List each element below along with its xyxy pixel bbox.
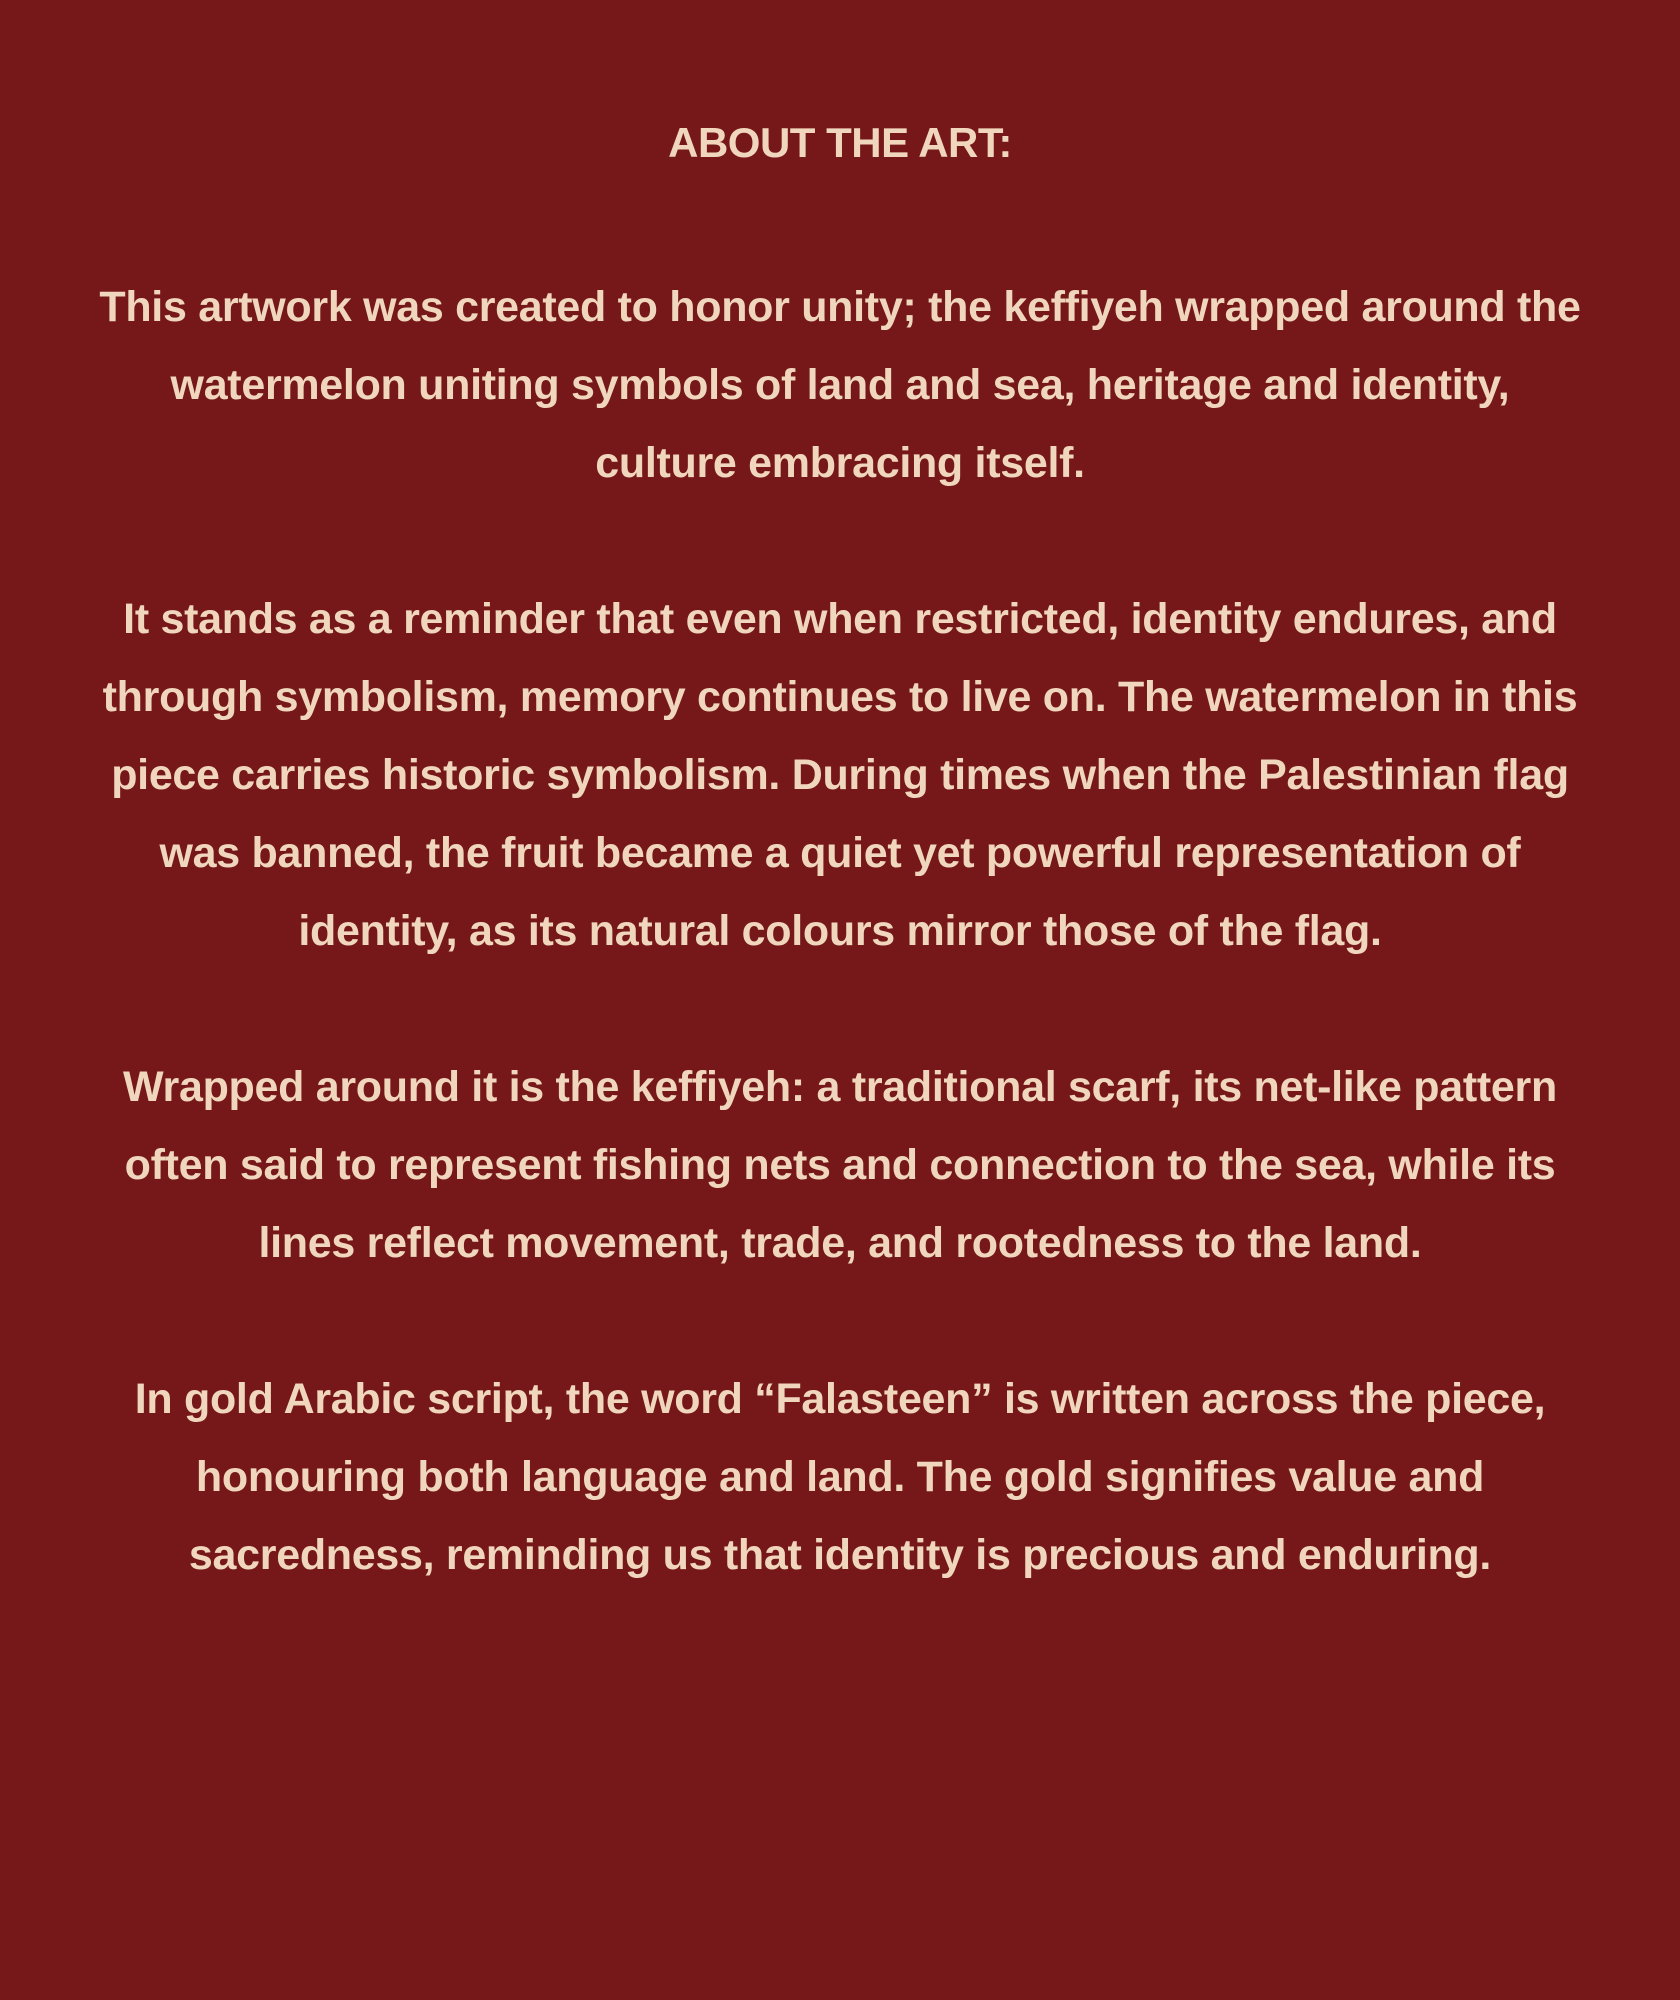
about-art-paragraph-1: This artwork was created to honor unity; the keffiyeh wrapped around the watermelon uniting symbols of land and sea, heritage and identity, culture embracing itself. (99, 283, 1581, 487)
about-art-paragraph-2: It stands as a reminder that even when restricted, identity endures, and through symbolism, memory continues to live on. The watermelon in this piece carries historic symbolism. During times when the Palestinian flag was banned, the fruit became a quiet yet powerful representation of identity, as its natural colours mirror those of the flag. (102, 595, 1578, 955)
about-art-paragraph-4: In gold Arabic script, the word “Falasteen” is written across the piece, honouring both language and land. The gold signifies value and sacredness, reminding us that identity is precious and enduring. (134, 1375, 1546, 1579)
about-art-content (95, 110, 1585, 1594)
about-art-paragraph-3: Wrapped around it is the keffiyeh: a traditional scarf, its net-like pattern often said to represent fishing nets and connection to the sea, while its lines reflect movement, trade, and rootedness to the land. (123, 1063, 1557, 1267)
about-art-heading: ABOUT THE ART: (668, 119, 1012, 166)
